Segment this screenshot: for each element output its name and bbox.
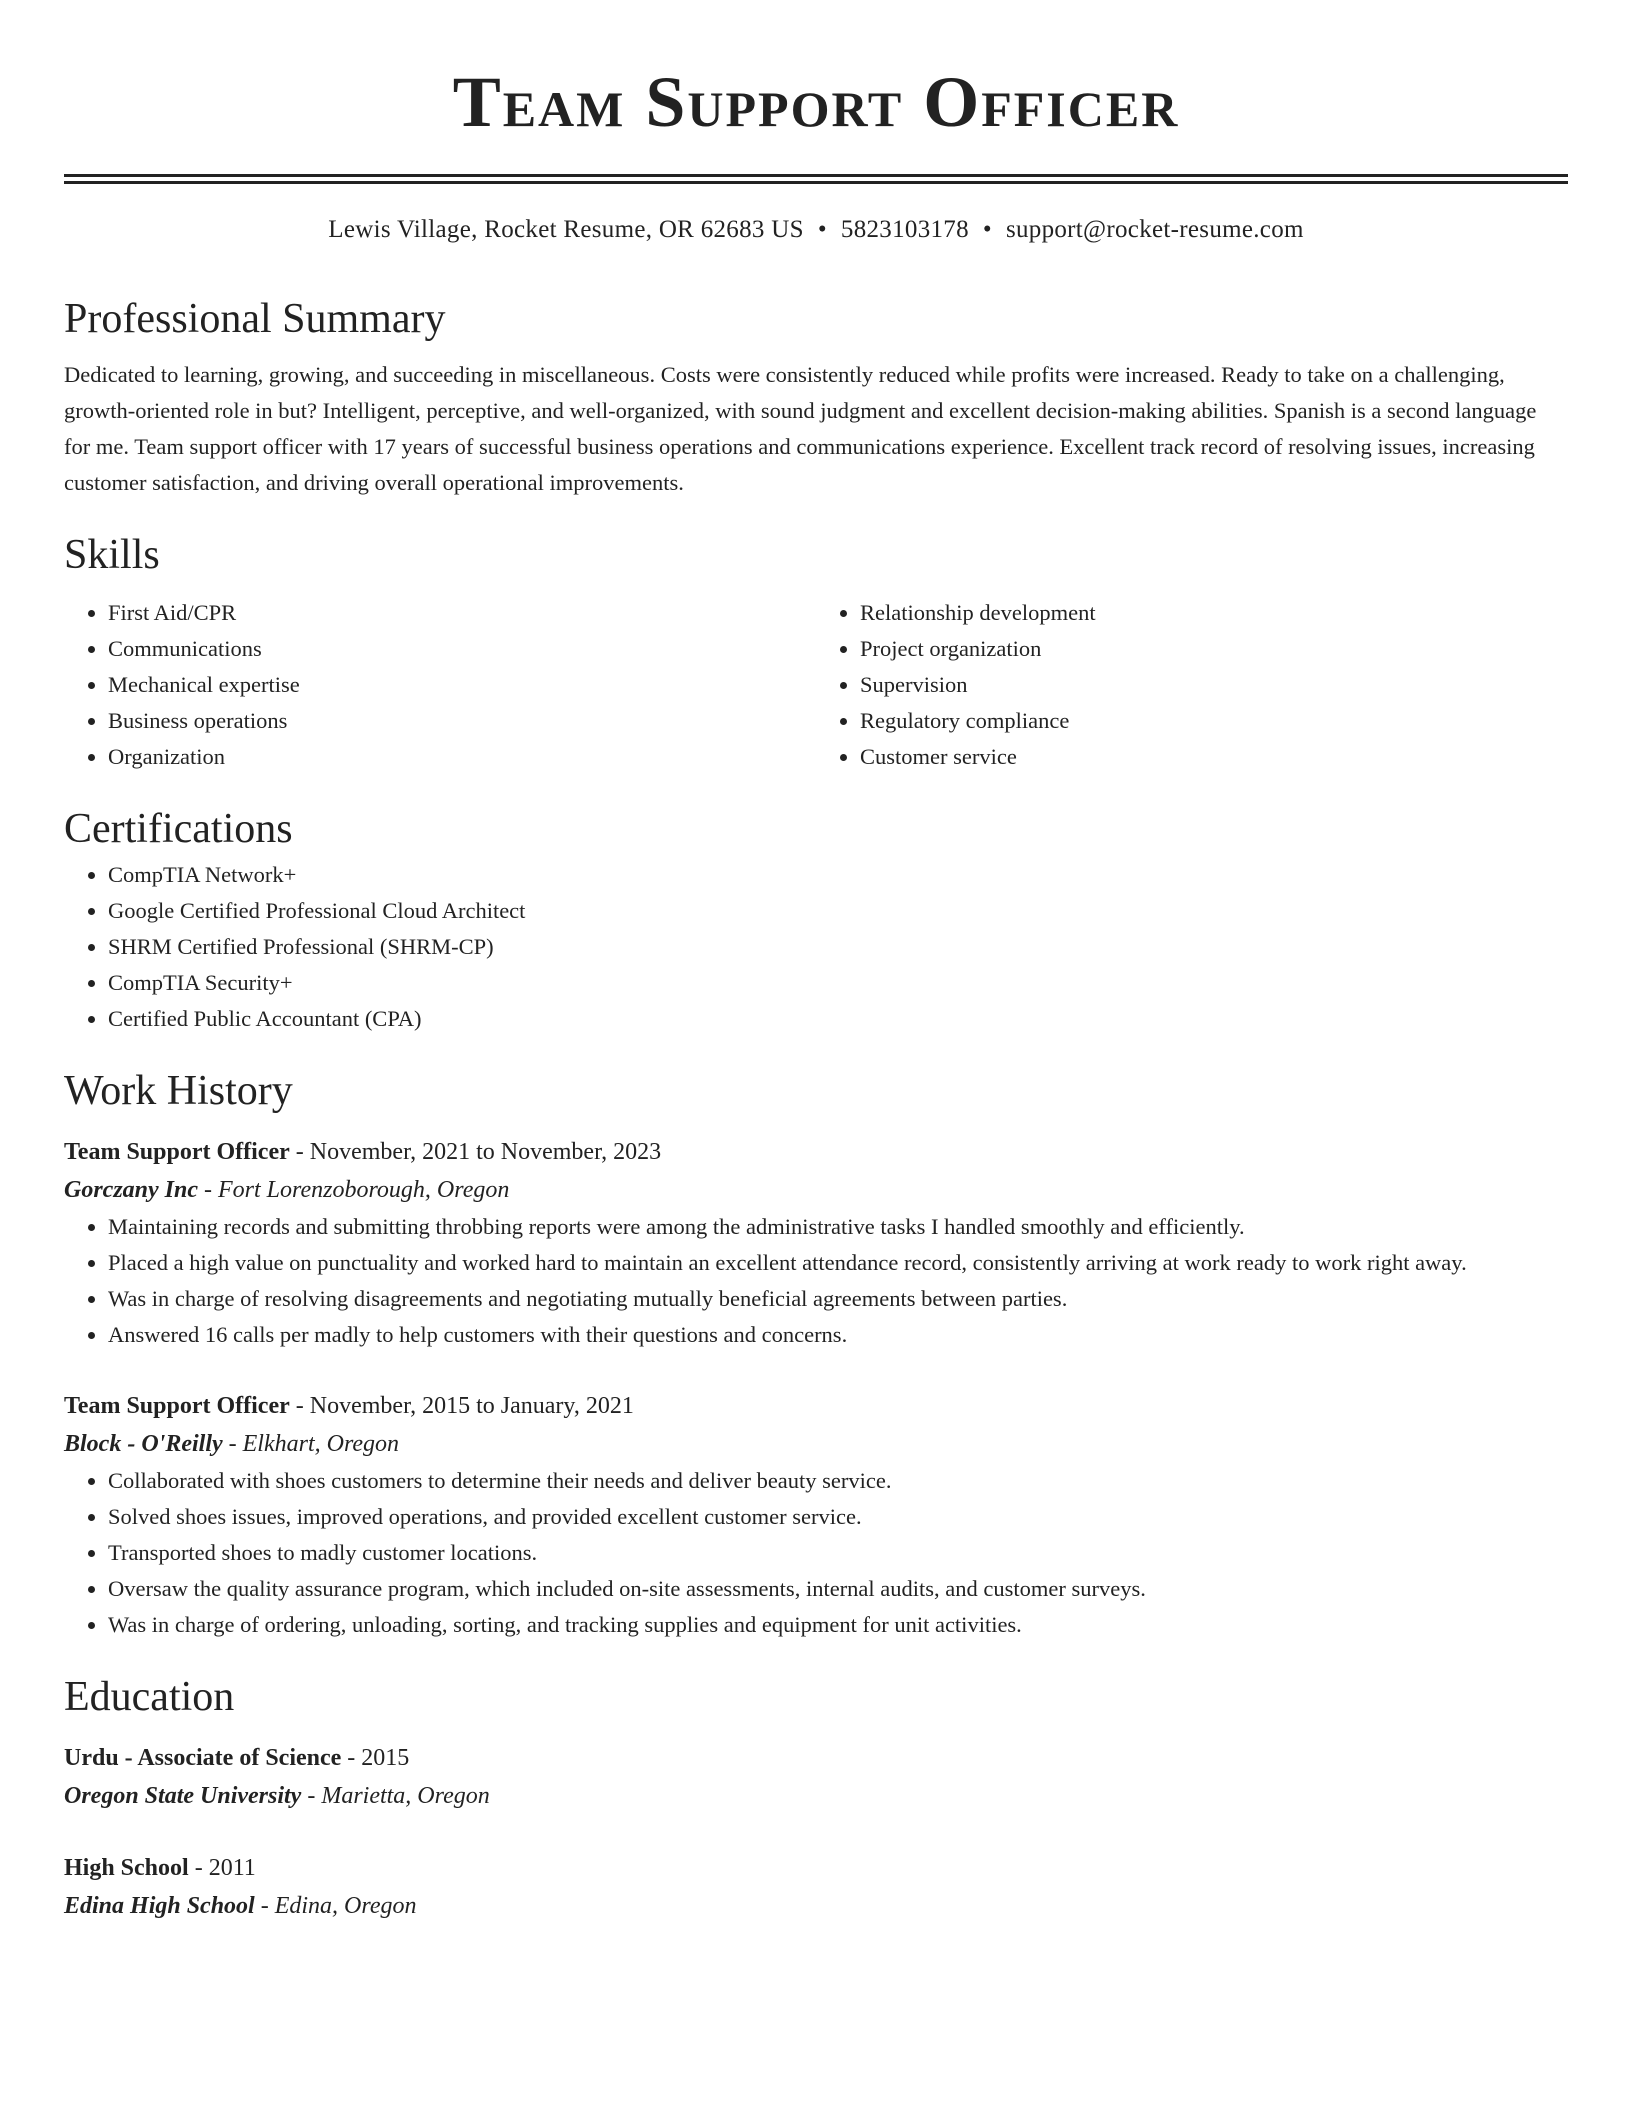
education-school-line [64, 1777, 1568, 1815]
education-degree: Urdu - Associate of Science [64, 1745, 342, 1771]
education-entry [64, 1739, 1568, 1815]
skill-item: • Business operations [108, 703, 816, 739]
job-location: - Fort Lorenzoborough, Oregon [198, 1177, 510, 1203]
certification-item: • Google Certified Professional Cloud Architect [108, 893, 1568, 929]
skill-item: • Customer service [860, 739, 1568, 775]
certifications-list [64, 857, 1568, 1037]
education-year: - 2011 [188, 1855, 256, 1881]
skills-list-right [816, 595, 1568, 775]
skill-item: • Communications [108, 631, 816, 667]
education-entry [64, 1849, 1568, 1925]
job-duty: • Collaborated with shoes customers to determine their needs and deliver beauty service. [108, 1463, 1568, 1499]
job-company-line [64, 1171, 1568, 1209]
skill-item: • Relationship development [860, 595, 1568, 631]
job-duties-list [64, 1463, 1568, 1643]
contact-phone: 5823103178 [840, 216, 969, 243]
contact-email: support@rocket-resume.com [1005, 216, 1304, 243]
certification-item: • CompTIA Security+ [108, 965, 1568, 1001]
job-duty: • Oversaw the quality assurance program, which included on-site assessments, internal audits, and customer surveys. [108, 1571, 1568, 1607]
summary-heading: Professional Summary [64, 296, 446, 342]
job-duty: • Answered 16 calls per madly to help customers with their questions and concerns. [108, 1317, 1568, 1353]
job-role: Team Support Officer [64, 1393, 290, 1419]
job-duty: • Maintaining records and submitting throbbing reports were among the administrative tasks I handled smoothly and efficiently. [108, 1209, 1568, 1245]
education-year: - 2015 [341, 1745, 410, 1771]
skills-heading: Skills [64, 532, 160, 578]
skills-column-left [64, 595, 816, 775]
education-degree: High School [64, 1855, 189, 1881]
job-company-line [64, 1425, 1568, 1463]
education-degree-line [64, 1849, 1568, 1887]
certifications-heading: Certifications [64, 806, 293, 852]
title-double-rule [64, 174, 1568, 177]
job-duties-list [64, 1209, 1568, 1353]
contact-line [64, 213, 1568, 247]
education-heading: Education [64, 1674, 235, 1720]
job-title-line [64, 1133, 1568, 1171]
contact-separator: • [982, 216, 992, 243]
certification-item: • Certified Public Accountant (CPA) [108, 1001, 1568, 1037]
job-title-line [64, 1387, 1568, 1425]
job-duty: • Transported shoes to madly customer locations. [108, 1535, 1568, 1571]
education-school-line [64, 1887, 1568, 1925]
job-dates: - November, 2021 to November, 2023 [289, 1139, 662, 1165]
certification-item: • CompTIA Network+ [108, 857, 1568, 893]
education-location: - Marietta, Oregon [301, 1783, 490, 1809]
job-location: - Elkhart, Oregon [222, 1431, 400, 1457]
work-history-heading: Work History [64, 1068, 293, 1114]
skills-column-right [816, 595, 1568, 775]
summary-text: Dedicated to learning, growing, and succeeding in miscellaneous. Costs were consistently reduced while profits were increased. Ready to take on a challenging, growth-oriented role in but? Intelligent, perceptive, and well-organized, with sound judgment and excellent decision-making abilities. Spanish is a second language for me. Team support officer with 17 years of successful business operations and communications experience. Excellent track record of resolving issues, increasing customer satisfaction, and driving overall operational improvements. [64, 362, 1537, 495]
skill-item: • Organization [108, 739, 816, 775]
skill-item: • First Aid/CPR [108, 595, 816, 631]
job-duty: • Solved shoes issues, improved operations, and provided excellent customer service. [108, 1499, 1568, 1535]
job-duty: • Was in charge of resolving disagreements and negotiating mutually beneficial agreements between parties. [108, 1281, 1568, 1317]
education-school: Oregon State University [64, 1783, 302, 1809]
resume-title: Team Support Officer [452, 62, 1180, 142]
education-location: - Edina, Oregon [254, 1893, 417, 1919]
skills-list-left [64, 595, 816, 775]
job-duty: • Placed a high value on punctuality and worked hard to maintain an excellent attendance record, consistently arriving at work ready to work right away. [108, 1245, 1568, 1281]
job-company: Block - O'Reilly [64, 1431, 223, 1457]
contact-separator: • [817, 216, 827, 243]
job-entry [64, 1387, 1568, 1643]
job-company: Gorczany Inc [64, 1177, 199, 1203]
contact-address: Lewis Village, Rocket Resume, OR 62683 US [328, 216, 804, 243]
skill-item: • Mechanical expertise [108, 667, 816, 703]
job-entry [64, 1133, 1568, 1353]
education-school: Edina High School [64, 1893, 255, 1919]
education-degree-line [64, 1739, 1568, 1777]
skill-item: • Supervision [860, 667, 1568, 703]
certification-item: • SHRM Certified Professional (SHRM-CP) [108, 929, 1568, 965]
skill-item: • Regulatory compliance [860, 703, 1568, 739]
job-role: Team Support Officer [64, 1139, 290, 1165]
skill-item: • Project organization [860, 631, 1568, 667]
job-dates: - November, 2015 to January, 2021 [289, 1393, 634, 1419]
job-duty: • Was in charge of ordering, unloading, sorting, and tracking supplies and equipment for unit activities. [108, 1607, 1568, 1643]
skills-grid [64, 595, 1568, 775]
